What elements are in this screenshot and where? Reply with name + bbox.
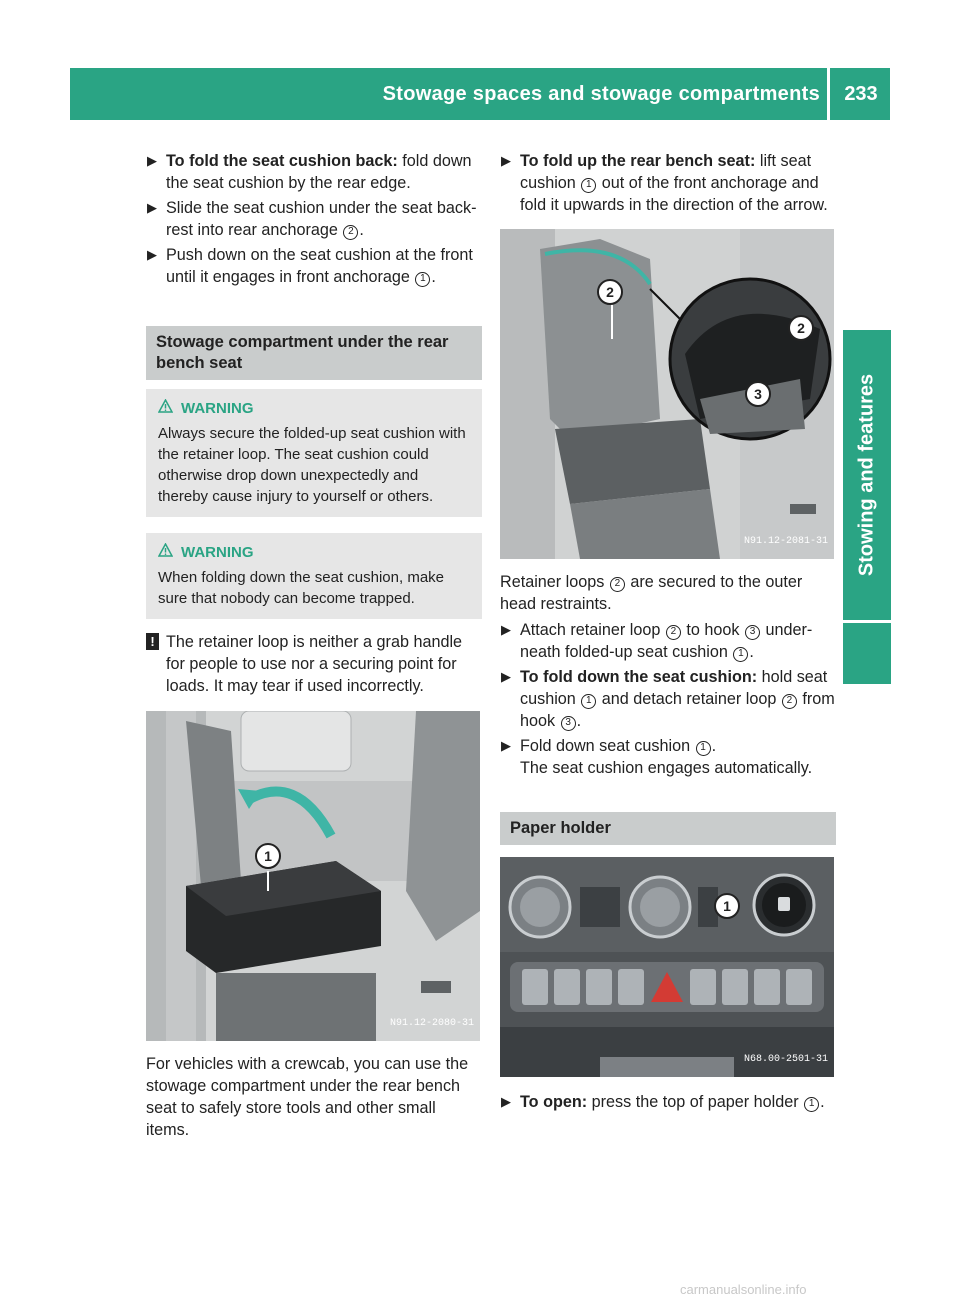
callout-badge: 2 <box>597 279 623 305</box>
instruction-text: . <box>711 737 717 755</box>
seat-cushion-illustration <box>146 711 480 1041</box>
bullet-arrow-icon: ▶ <box>501 153 511 168</box>
callout-number-icon: 1 <box>733 647 748 662</box>
instruction-text: Slide the seat cushion under the seat back-rest into rear anchorage <box>166 199 477 239</box>
instruction-fold-back <box>146 150 482 194</box>
callout-number-icon: 1 <box>581 178 596 193</box>
callout-number-icon: 3 <box>561 716 576 731</box>
paragraph-text: Retainer loops <box>500 573 609 591</box>
warning-title <box>158 398 472 419</box>
instruction-text: Attach retainer loop <box>520 621 665 639</box>
instruction-text: from hook <box>520 690 835 730</box>
instruction-text: . <box>749 643 754 661</box>
instruction-bold: To fold up the rear bench seat: <box>520 152 756 170</box>
instruction-text: . <box>576 712 582 730</box>
callout-badge: 1 <box>255 843 281 869</box>
warning-title-text: WARNING <box>181 544 254 561</box>
caution-note <box>146 631 482 697</box>
page-number: 233 <box>844 83 878 105</box>
instruction-text: . <box>820 1093 825 1111</box>
callout-number-icon: 2 <box>666 625 681 640</box>
paragraph-retainer-loops <box>500 571 836 615</box>
side-tab-block <box>843 620 891 684</box>
instruction-text: lift seat cushion <box>520 152 812 192</box>
bullet-arrow-icon: ▶ <box>501 622 511 637</box>
instruction-text: out of the front anchorage and fold it upwards in the direction of the arrow. <box>520 174 828 214</box>
photo-code: N68.00-2501-31 <box>743 1054 828 1065</box>
warning-box <box>146 533 482 619</box>
instruction-bold: To fold down the seat cushion: <box>520 668 758 686</box>
instruction-attach <box>500 619 836 663</box>
photo-code: N91.12-2081-31 <box>743 536 828 547</box>
warning-title <box>158 542 472 563</box>
side-tab-label: Stowing and features <box>855 373 878 577</box>
bullet-arrow-icon: ▶ <box>147 153 157 168</box>
callout-number-icon: 3 <box>745 625 760 640</box>
instruction-fold-down <box>500 666 836 732</box>
callout-number-icon: 2 <box>343 225 358 240</box>
paragraph-text: are secured to the outer head restraints. <box>500 573 803 613</box>
instruction-text: and detach retainer loop <box>597 690 781 708</box>
retainer-loop-illustration <box>500 229 834 559</box>
paragraph-crewcab: For vehicles with a crewcab, you can use the stowage compartment under the rear bench seat to safely store tools and other small items. <box>146 1055 469 1139</box>
side-tab <box>843 330 891 620</box>
note-text: The retainer loop is neither a grab handle for people to use nor a securing point for loads. It may tear if used incorrectly. <box>166 633 463 695</box>
exclamation-icon: ! <box>146 633 159 650</box>
instruction-text: Fold down seat cushion <box>520 737 695 755</box>
callout-number-icon: 1 <box>581 694 596 709</box>
instruction-fold-down-cushion <box>500 735 836 779</box>
callout-number-icon: 2 <box>610 577 625 592</box>
paper-holder-photo <box>500 857 834 1077</box>
retainer-loop-photo <box>500 229 834 559</box>
instruction-push-down <box>146 244 482 288</box>
instruction-text: . <box>359 221 364 239</box>
instruction-result: The seat cushion engages automatically. <box>520 759 813 777</box>
callout-number-icon: 1 <box>804 1097 819 1112</box>
instruction-text: hold seat cushion <box>520 668 828 708</box>
bullet-arrow-icon: ▶ <box>501 669 511 684</box>
bullet-arrow-icon: ▶ <box>147 200 157 215</box>
header-divider <box>827 68 830 120</box>
warning-triangle-icon <box>158 542 173 563</box>
callout-number-icon: 2 <box>782 694 797 709</box>
instruction-text: fold down the seat cushion by the rear edge. <box>166 152 472 192</box>
warning-text: When folding down the seat cushion, make sure that nobody can become trapped. <box>158 569 445 607</box>
watermark: carmanualsonline.info <box>680 1282 807 1297</box>
section-heading: Stowage compartment under the rear bench seat <box>146 326 482 380</box>
instruction-bold: To open: <box>520 1093 588 1111</box>
page-header-title: Stowage spaces and stowage compartments <box>382 83 820 105</box>
warning-text: Always secure the folded-up seat cushion with the retainer loop. The seat cushion could otherwise drop down unexpectedly and thereby cause injury to yourself or others. <box>158 425 466 505</box>
instruction-text: press the top of paper holder <box>587 1093 804 1111</box>
instruction-bold: To fold the seat cushion back: <box>166 152 398 170</box>
instruction-text: to hook <box>681 621 744 639</box>
instruction-text: Push down on the seat cushion at the front until it engages in front anchorage <box>166 246 473 286</box>
callout-number-icon: 1 <box>415 272 430 287</box>
right-column <box>500 150 836 1116</box>
instruction-slide <box>146 197 482 241</box>
callout-badge: 1 <box>714 893 740 919</box>
instruction-fold-up <box>500 150 836 216</box>
callout-number-icon: 1 <box>696 741 711 756</box>
header-bar <box>70 68 890 120</box>
bullet-arrow-icon: ▶ <box>501 1094 511 1109</box>
left-column <box>146 150 482 1141</box>
instruction-text: . <box>431 268 436 286</box>
callout-badge: 2 <box>788 315 814 341</box>
warning-title-text: WARNING <box>181 400 254 417</box>
instruction-open <box>500 1091 836 1113</box>
warning-box <box>146 389 482 517</box>
warning-triangle-icon <box>158 398 173 419</box>
paper-holder-illustration <box>500 857 834 1077</box>
seat-cushion-photo <box>146 711 480 1041</box>
callout-badge: 3 <box>745 381 771 407</box>
instruction-text: under-neath folded-up seat cushion <box>520 621 813 661</box>
section-heading: Paper holder <box>500 812 836 845</box>
bullet-arrow-icon: ▶ <box>501 738 511 753</box>
bullet-arrow-icon: ▶ <box>147 247 157 262</box>
photo-code: N91.12-2080-31 <box>389 1018 474 1029</box>
